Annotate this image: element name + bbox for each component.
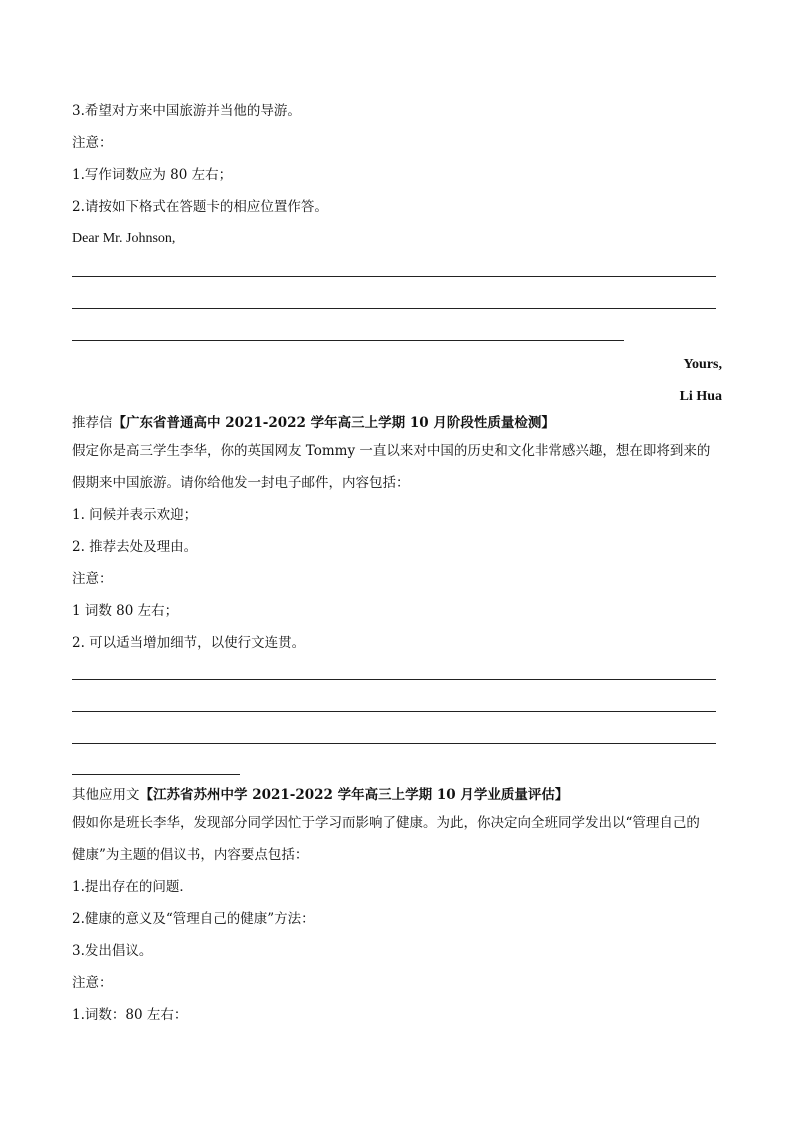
answer-line (72, 308, 716, 309)
note-2: 2.请按如下格式在答题卡的相应位置作答。 (72, 199, 328, 215)
prompt-line: 假期来中国旅游。请你给他发一封电子邮件，内容包括： (72, 475, 410, 491)
item-2: 2. 推荐去处及理由。 (72, 539, 198, 555)
answer-line (72, 743, 716, 744)
prompt-line: 假定你是高三学生李华，你的英国网友 Tommy 一直以来对中国的历史和文化非常感兴趣，想在即将到来的 (72, 443, 711, 459)
closing: Yours, (683, 357, 722, 372)
prompt-line: 假如你是班长李华，发现部分同学因忙于学习而影响了健康。为此，你决定向全班同学发出以“管理自己的 (72, 815, 700, 831)
item-3: 3.发出倡议。 (72, 943, 153, 959)
footnote-divider (72, 774, 240, 775)
note-label: 注意： (72, 571, 113, 587)
answer-line (72, 711, 716, 712)
answer-line (72, 340, 624, 341)
salutation: Dear Mr. Johnson, (72, 231, 176, 246)
section-heading (72, 786, 568, 804)
item-3: 3.希望对方来中国旅游并当他的导游。 (72, 103, 301, 119)
item-1: 1. 问候并表示欢迎； (72, 507, 198, 523)
section-source: 【江苏省苏州中学 2021-2022 学年高三上学期 10 月学业质量评估】 (139, 787, 569, 803)
note-1: 1.写作词数应为 80 左右； (72, 167, 233, 183)
section-type: 推荐信 (72, 415, 113, 431)
item-2: 2.健康的意义及“管理自己的健康”方法： (72, 911, 315, 927)
note-1: 1.词数：80 左右： (72, 1007, 188, 1023)
section-type: 其他应用文 (72, 787, 140, 803)
signature: Li Hua (679, 389, 722, 404)
note-label: 注意： (72, 135, 113, 151)
note-1: 1 词数 80 左右； (72, 603, 179, 619)
note-2: 2. 可以适当增加细节，以使行文连贯。 (72, 635, 306, 651)
answer-line (72, 276, 716, 277)
section-source: 【广东省普通高中 2021-2022 学年高三上学期 10 月阶段性质量检测】 (112, 415, 555, 431)
item-1: 1.提出存在的问题． (72, 879, 193, 895)
answer-line (72, 679, 716, 680)
section-heading (72, 414, 555, 432)
prompt-line: 健康”为主题的倡议书，内容要点包括： (72, 847, 309, 863)
note-label: 注意： (72, 975, 113, 991)
